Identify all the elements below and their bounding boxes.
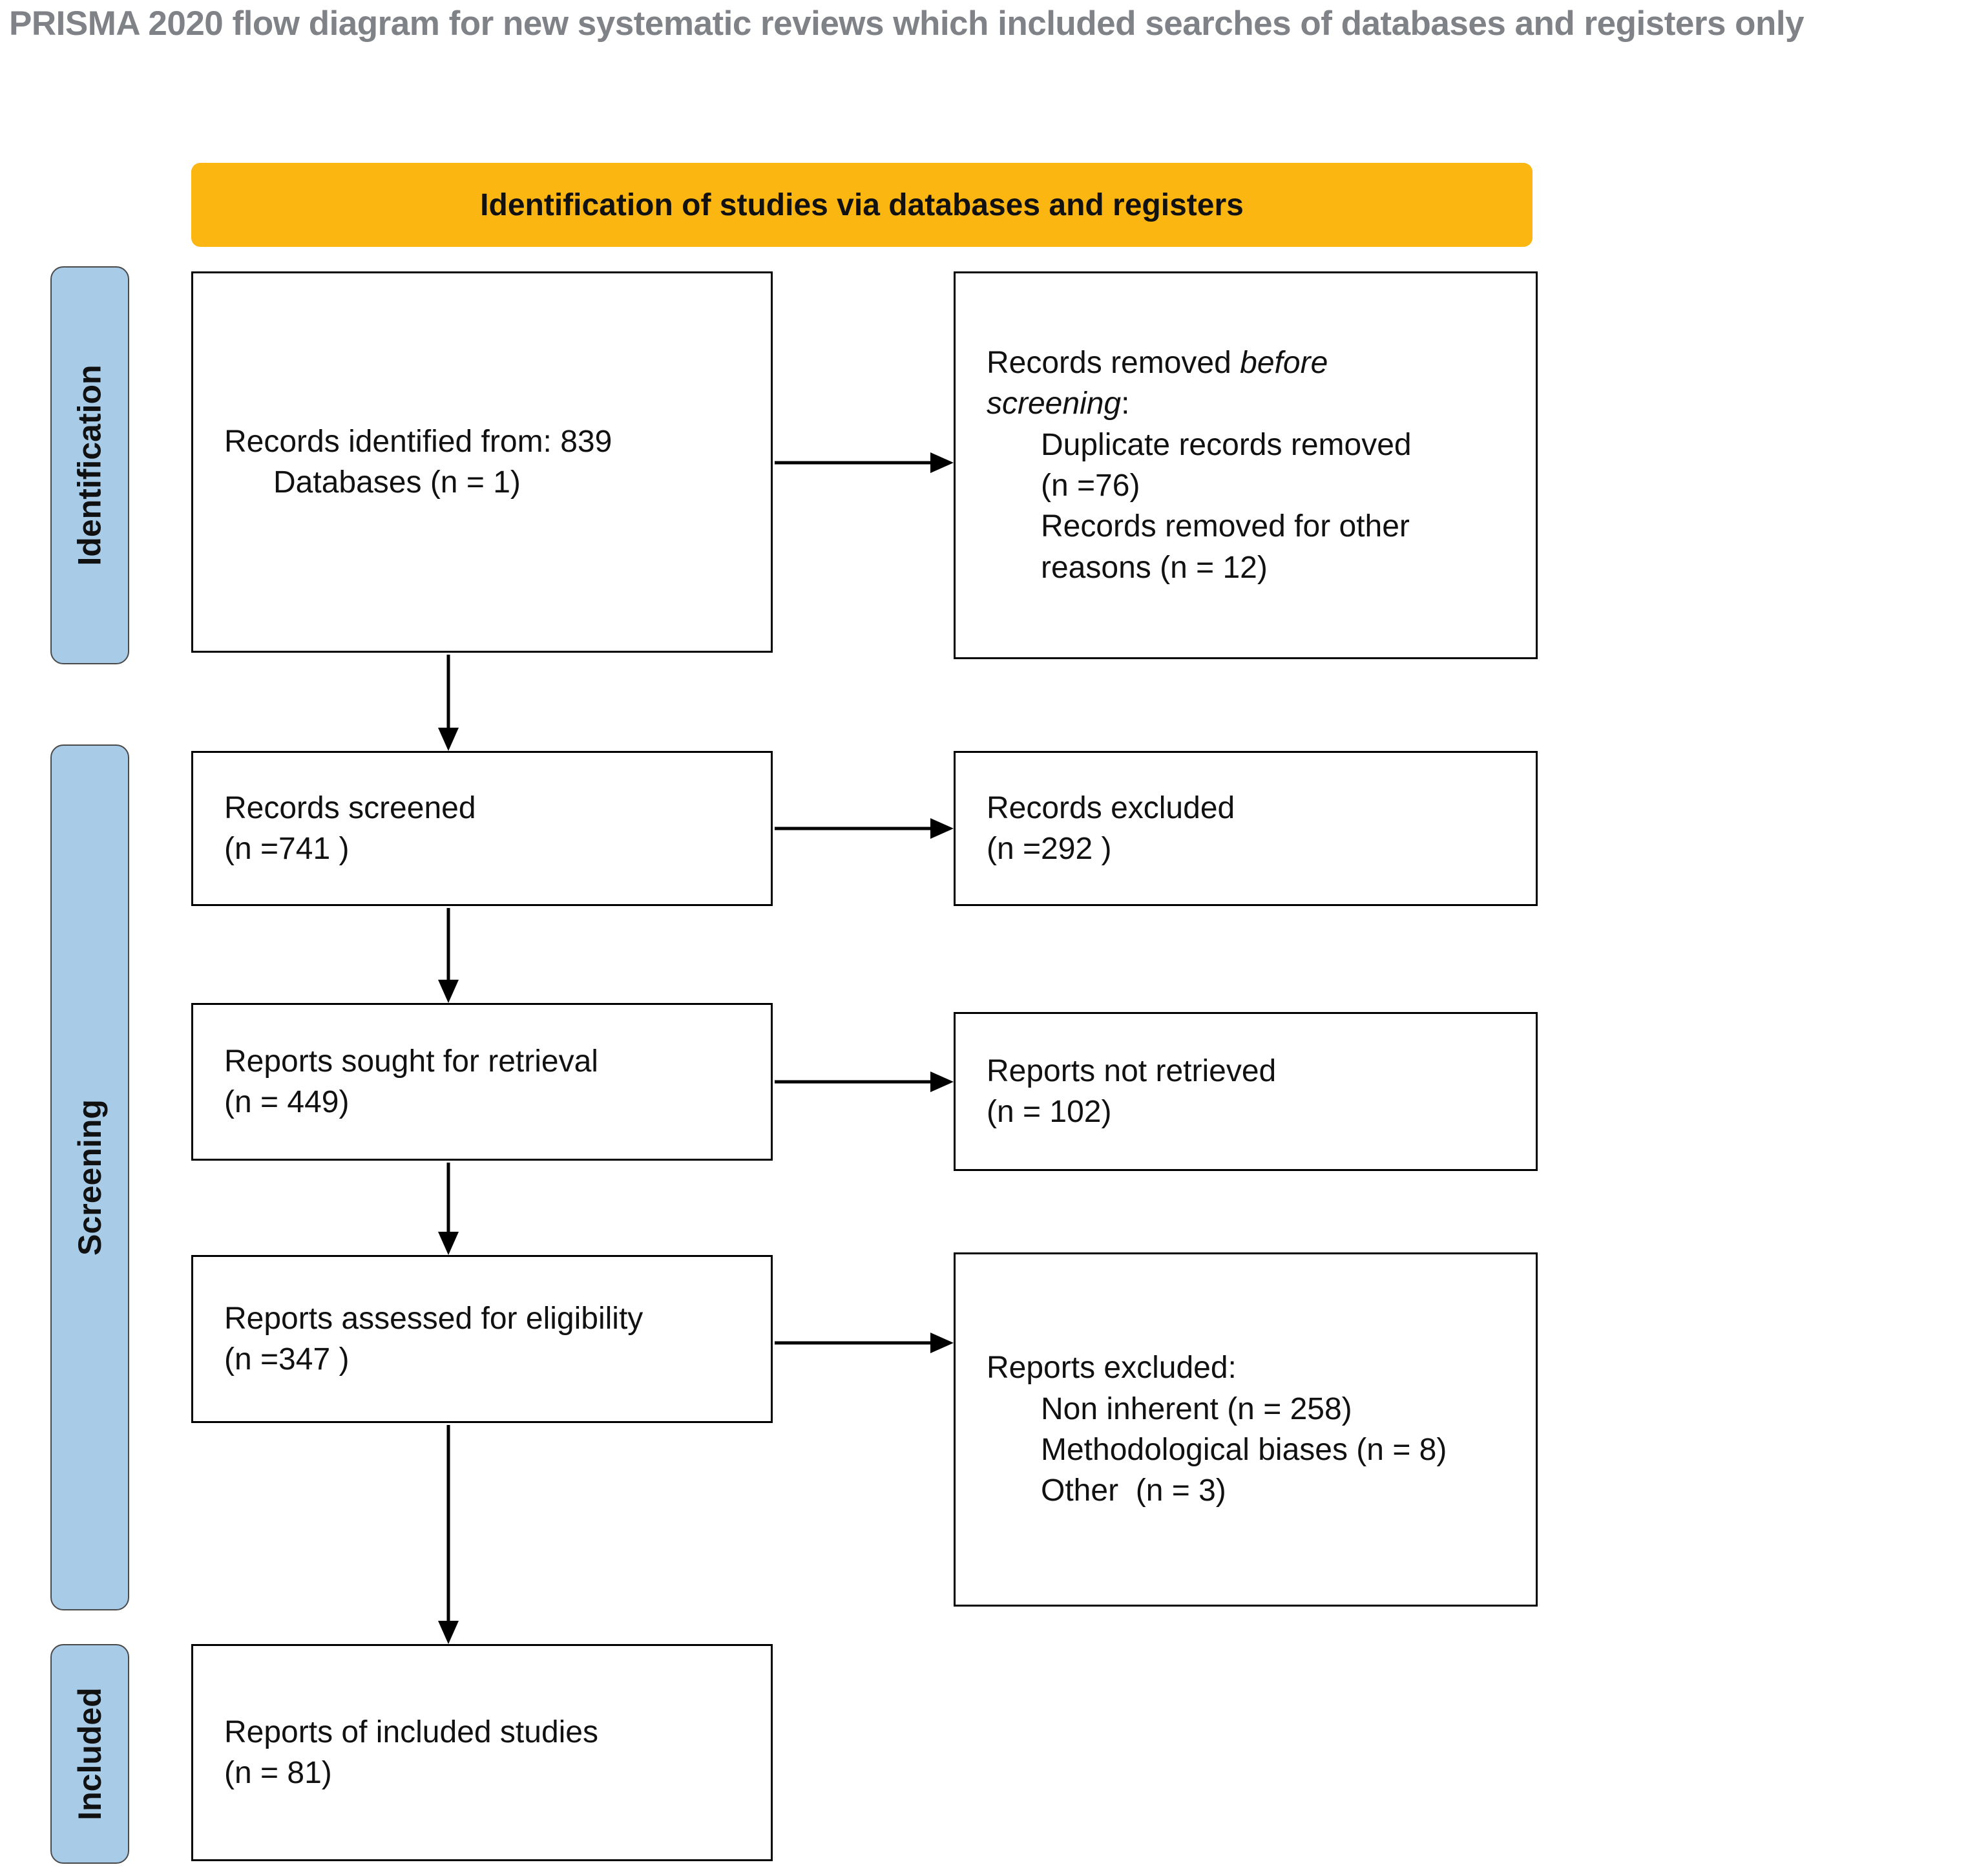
box-records-identified — [191, 271, 773, 653]
arrow-shaft — [447, 655, 450, 729]
arrow-right-icon — [930, 1071, 954, 1092]
box-line: Non inherent (n = 258) — [1041, 1391, 1352, 1426]
stage-label-included: Included — [72, 1687, 109, 1820]
removed-lead-text: Records removed — [987, 345, 1240, 380]
box-line — [987, 343, 1439, 425]
arrow-down-icon — [438, 980, 459, 1003]
box-reports-assessed — [191, 1255, 773, 1423]
box-line: Duplicate records removed (n =76) — [1041, 427, 1420, 503]
box-line: Records excluded — [987, 790, 1235, 825]
box-line: Records screened — [224, 790, 476, 825]
box-line: (n = 449) — [224, 1085, 350, 1119]
page-title: PRISMA 2020 flow diagram for new systematic reviews which included searches of databases and registers only — [9, 5, 1805, 43]
box-records-screened — [191, 751, 773, 906]
box-line: Reports sought for retrieval — [224, 1044, 598, 1079]
arrow-down-icon — [438, 1621, 459, 1644]
box-line: Reports assessed for eligibility — [224, 1301, 643, 1336]
stage-screening — [50, 744, 129, 1610]
box-line: Databases (n = 1) — [273, 465, 521, 500]
stage-included — [50, 1644, 129, 1864]
arrow-shaft — [447, 1163, 450, 1233]
arrow-shaft — [447, 908, 450, 981]
box-reports-not-retrieved — [954, 1012, 1538, 1171]
box-line: Records removed for other reasons (n = 12) — [1041, 509, 1419, 585]
box-line: Reports not retrieved — [987, 1053, 1277, 1088]
arrow-assessed-to-reports-excluded — [775, 1330, 954, 1356]
banner-identification-via-databases — [191, 163, 1533, 247]
box-line: Reports excluded: — [987, 1351, 1237, 1386]
box-line: (n =292 ) — [987, 832, 1112, 866]
box-line: Records identified from: 839 — [224, 424, 612, 459]
arrow-down-icon — [438, 1232, 459, 1255]
arrow-shaft — [447, 1425, 450, 1622]
arrow-right-icon — [930, 1333, 954, 1353]
stage-identification — [50, 266, 129, 664]
arrow-assessed-to-included — [435, 1425, 461, 1644]
removed-lead-suffix: : — [1121, 386, 1130, 421]
arrow-right-icon — [930, 818, 954, 839]
box-line: (n = 102) — [987, 1095, 1112, 1129]
box-records-excluded — [954, 751, 1538, 906]
box-line: (n =741 ) — [224, 832, 350, 866]
arrow-screened-to-excluded — [775, 816, 954, 841]
arrow-sought-to-not-retrieved — [775, 1069, 954, 1095]
removed-lead-italic: before screening — [987, 345, 1337, 421]
stage-label-screening: Screening — [72, 1099, 108, 1256]
arrow-right-icon — [930, 452, 954, 473]
arrow-shaft — [775, 1342, 932, 1345]
arrow-down-icon — [438, 728, 459, 751]
box-line: (n =347 ) — [224, 1342, 350, 1377]
box-line: (n = 81) — [224, 1756, 332, 1790]
box-line: Methodological biases (n = 8) — [1041, 1433, 1447, 1467]
arrow-sought-to-assessed — [435, 1163, 461, 1255]
box-line: Other (n = 3) — [1041, 1473, 1226, 1508]
arrow-identified-to-removed — [775, 450, 954, 476]
box-reports-included — [191, 1644, 773, 1861]
arrow-identified-to-screened — [435, 655, 461, 751]
arrow-shaft — [775, 461, 932, 465]
banner-label: Identification of studies via databases and registers — [480, 187, 1244, 222]
arrow-shaft — [775, 1081, 932, 1084]
box-line: Reports of included studies — [224, 1714, 598, 1749]
arrow-screened-to-sought — [435, 908, 461, 1003]
box-reports-sought — [191, 1003, 773, 1161]
stage-label-identification: Identification — [72, 364, 109, 566]
box-reports-excluded — [954, 1252, 1538, 1607]
box-records-removed-before-screening — [954, 271, 1538, 659]
arrow-shaft — [775, 827, 932, 830]
